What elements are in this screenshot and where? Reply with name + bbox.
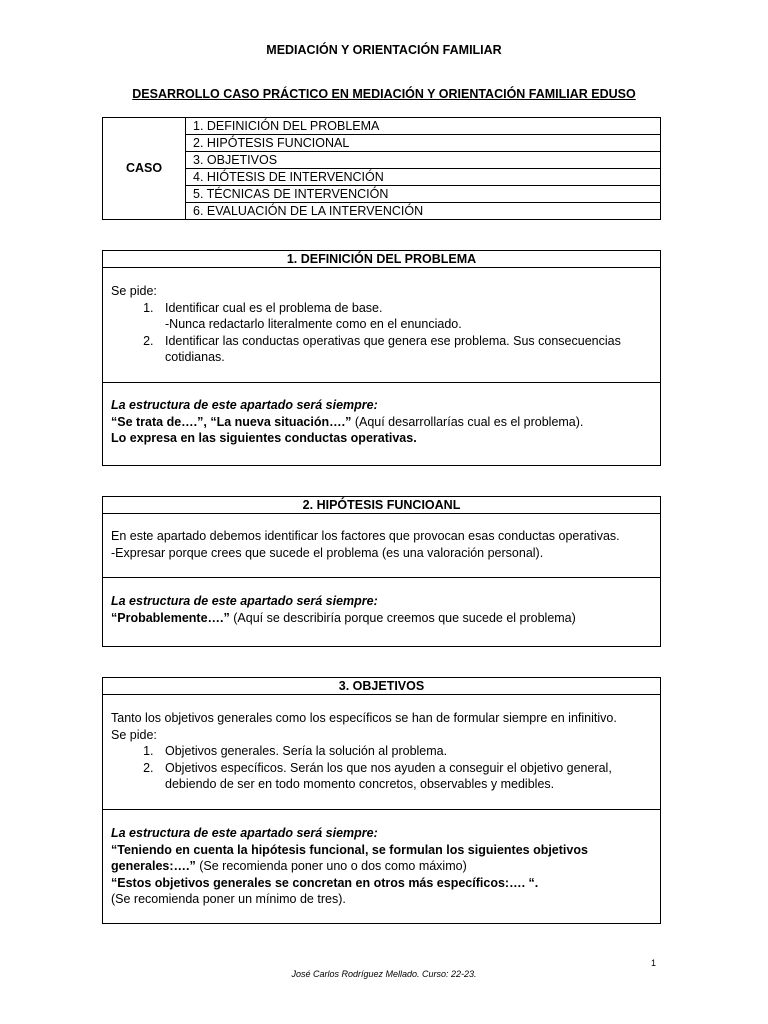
section-text: Tanto los objetivos generales como los específicos se han de formular siempre en infinitivo. [111, 711, 617, 725]
structure-note: (Aquí desarrollarías cual es el problema). [351, 414, 584, 429]
list-item-text: Objetivos generales. Sería la solución al problema. [165, 744, 448, 758]
structure-line: Lo expresa en las siguientes conductas operativas. [111, 431, 417, 445]
structure-label: La estructura de este apartado será siempre: [111, 594, 378, 608]
section-text: -Expresar porque crees que sucede el problema (es una valoración personal). [111, 545, 544, 560]
page-footer: José Carlos Rodríguez Mellado. Curso: 22-23. [291, 969, 477, 979]
structure-note: (Aquí se describiría porque creemos que sucede el problema) [229, 610, 576, 625]
structure-label: La estructura de este apartado será siempre: [111, 826, 378, 840]
caso-item: 5. TÉCNICAS DE INTERVENCIÓN [186, 186, 661, 203]
list-item-text: Identificar cual es el problema de base. [165, 300, 383, 315]
list-item [157, 333, 652, 366]
list-item [157, 300, 652, 333]
section-heading: 1. DEFINICIÓN DEL PROBLEMA [103, 251, 660, 268]
document-subtitle: DESARROLLO CASO PRÁCTICO EN MEDIACIÓN Y ORIENTACIÓN FAMILIAR EDUSO [132, 87, 636, 101]
structure-label: La estructura de este apartado será siempre: [111, 398, 378, 412]
caso-item: 3. OBJETIVOS [186, 152, 661, 169]
list-item-text: Identificar las conductas operativas que genera ese problema. Sus consecuencias cotidianas. [165, 333, 621, 364]
caso-item: 6. EVALUACIÓN DE LA INTERVENCIÓN [186, 203, 661, 220]
list-item-note: -Nunca redactarlo literalmente como en el enunciado. [165, 317, 462, 331]
structure-note: (Se recomienda poner uno o dos como máximo) [195, 859, 467, 873]
section-heading: 2. HIPÓTESIS FUNCIOANL [103, 497, 660, 514]
list-item-text: Objetivos específicos. Serán los que nos ayuden a conseguir el objetivo general, debiendo de ser en todo momento concretos, observables y medibles. [165, 760, 612, 791]
structure-quote: “Probablemente….” [111, 610, 230, 625]
section-objetivos [102, 677, 661, 924]
structure-quote: “Teniendo en cuenta la hipótesis funcional, se formulan los siguientes objetivos generales:….” [111, 842, 588, 873]
section-intro: Se pide: [111, 727, 157, 742]
structure-quote: “Se trata de….”, “La nueva situación….” [111, 414, 352, 429]
document-title: MEDIACIÓN Y ORIENTACIÓN FAMILIAR [266, 43, 502, 57]
list-item [157, 760, 652, 793]
caso-label: CASO [103, 118, 186, 220]
caso-index-table [102, 117, 661, 220]
section-text: En este apartado debemos identificar los factores que provocan esas conductas operativas. [111, 529, 620, 543]
structure-line [111, 414, 652, 431]
section-intro: Se pide: [111, 284, 157, 298]
section-hipotesis-funcional [102, 496, 661, 647]
structure-line: “Estos objetivos generales se concretan en otros más específicos:…. “. [111, 875, 539, 890]
structure-line [111, 610, 652, 627]
section-heading: 3. OBJETIVOS [103, 678, 660, 695]
caso-item: 4. HIÓTESIS DE INTERVENCIÓN [186, 169, 661, 186]
structure-note: (Se recomienda poner un mínimo de tres). [111, 892, 346, 906]
caso-item: 2. HIPÓTESIS FUNCIONAL [186, 135, 661, 152]
section-definicion-problema [102, 250, 661, 466]
page-number: 1 [651, 958, 657, 968]
structure-line [111, 842, 652, 875]
list-item [157, 743, 652, 760]
caso-item: 1. DEFINICIÓN DEL PROBLEMA [186, 118, 661, 135]
